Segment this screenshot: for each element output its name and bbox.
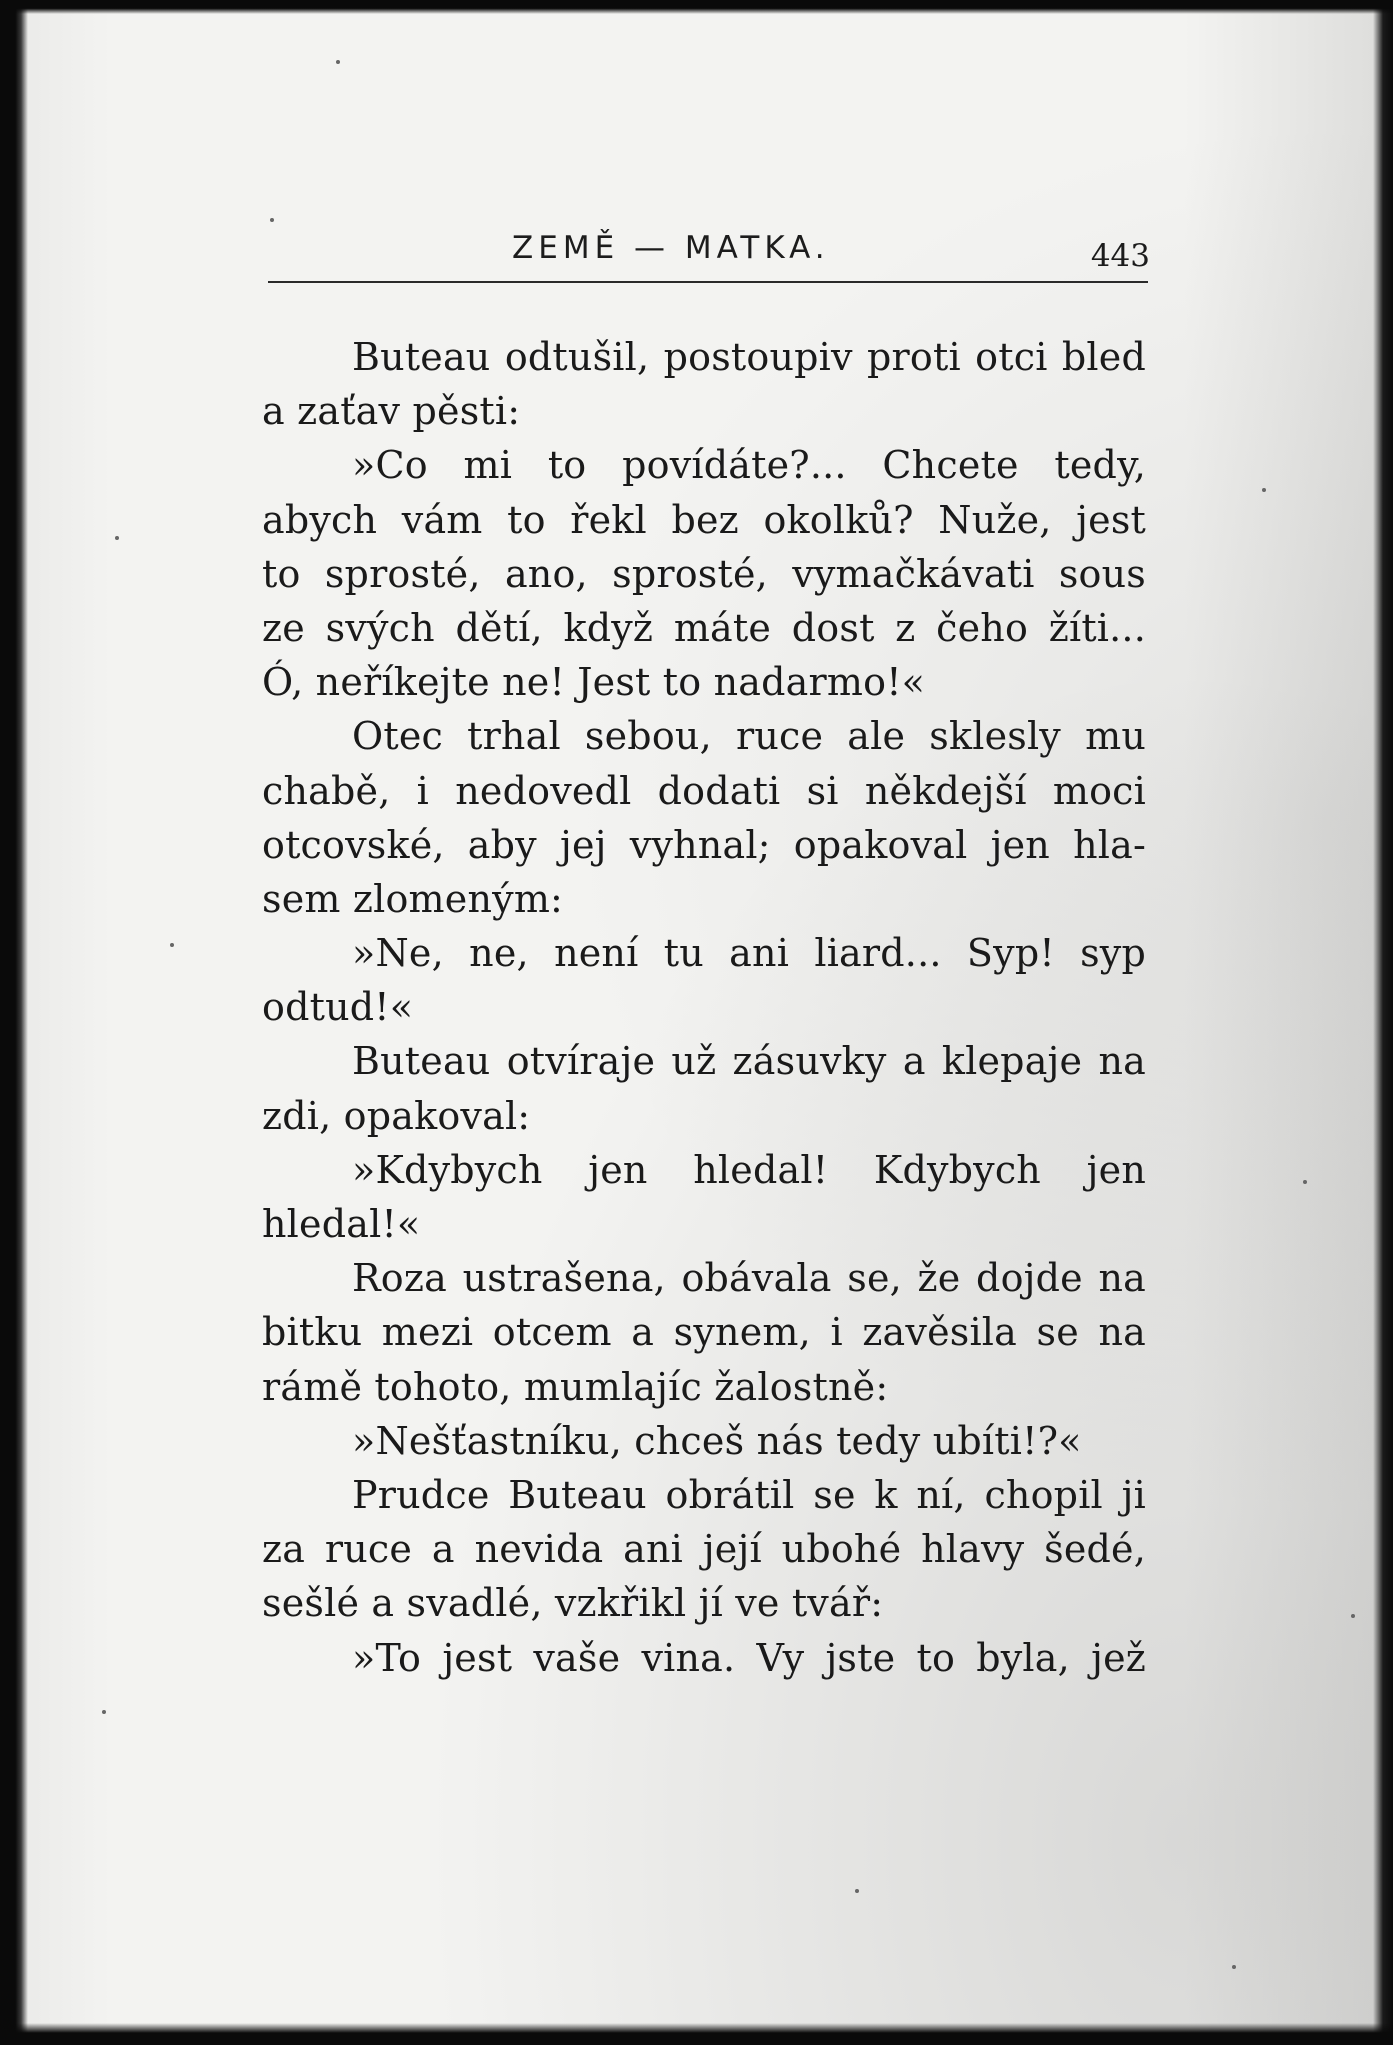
text-line: Ó, neříkejte ne! Jest to nadarmo!«	[262, 660, 926, 705]
text-line: ze svých dětí, když máte dost z čeho žíti...	[262, 605, 1146, 650]
body-text	[262, 330, 1146, 1685]
text-line: sešlé a svadlé, vzkřikl jí ve tvář:	[262, 1581, 884, 1626]
dust-speck	[336, 60, 340, 64]
dust-speck	[1232, 1965, 1236, 1969]
text-line: »Kdybych jen hledal! Kdybych jen	[352, 1147, 1146, 1192]
text-line: »Nešťastníku, chceš nás tedy ubíti!?«	[352, 1418, 1082, 1463]
text-line: abych vám to řekl bez okolků? Nuže, jest	[262, 497, 1146, 542]
running-title: ZEMĚ — MATKA.	[512, 230, 830, 266]
text-line: to sprosté, ano, sprosté, vymačkávati sous	[262, 551, 1146, 596]
text-line: odtud!«	[262, 985, 414, 1030]
dust-speck	[855, 1889, 859, 1893]
dust-speck	[115, 536, 119, 540]
text-line: rámě tohoto, mumlajíc žalostně:	[262, 1364, 889, 1409]
text-line: hledal!«	[262, 1202, 421, 1246]
scan-edge-left	[0, 0, 28, 2045]
text-line: za ruce a nevida ani její ubohé hlavy šedé,	[262, 1527, 1146, 1572]
text-line: Buteau otvíraje už zásuvky a klepaje na	[352, 1039, 1146, 1084]
scan-edge-bottom	[0, 2023, 1393, 2045]
text-line: »Co mi to povídáte?... Chcete tedy,	[352, 443, 1146, 488]
text-line: Prudce Buteau obrátil se k ní, chopil ji	[352, 1472, 1146, 1517]
text-line: Roza ustrašena, obávala se, že dojde na	[352, 1256, 1146, 1301]
text-line: chabě, i nedovedl dodati si někdejší moci	[262, 768, 1146, 813]
dust-speck	[1262, 488, 1266, 492]
text-line: zdi, opakoval:	[262, 1093, 531, 1138]
scan-edge-right	[1373, 0, 1393, 2045]
text-line: sem zlomeným:	[262, 876, 564, 921]
dust-speck	[170, 943, 174, 947]
text-line: »To jest vaše vina. Vy jste to byla, jež	[352, 1635, 1146, 1680]
page-header	[268, 226, 1150, 276]
text-line: Buteau odtušil, postoupiv proti otci bled	[352, 335, 1146, 379]
dust-speck	[1351, 1614, 1355, 1618]
scan-edge-top	[0, 0, 1393, 14]
dust-speck	[1303, 1180, 1307, 1184]
text-line: a zaťav pěsti:	[262, 389, 521, 434]
header-rule	[268, 281, 1148, 283]
text-line: otcovské, aby jej vyhnal; opakoval jen hla-	[262, 822, 1146, 867]
dust-speck	[102, 1710, 106, 1714]
dust-speck	[270, 218, 274, 222]
text-line: Otec trhal sebou, ruce ale sklesly mu	[352, 714, 1146, 759]
text-line: »Ne, ne, není tu ani liard... Syp! syp	[352, 931, 1146, 976]
text-line: bitku mezi otcem a synem, i zavěsila se na	[262, 1310, 1146, 1355]
page-number: 443	[1090, 238, 1150, 274]
